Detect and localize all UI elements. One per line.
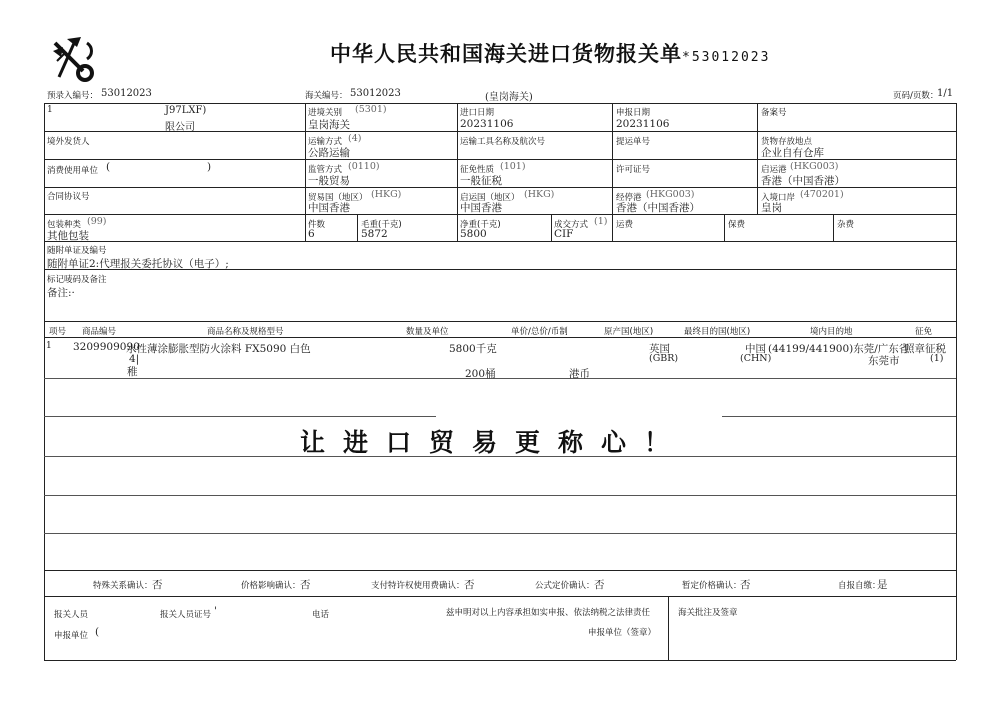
pre-entry-value: 53012023 (101, 88, 152, 99)
special-relation-label: 特殊关系确认： (93, 581, 153, 591)
storage-value: 企业自有仓库 (761, 147, 824, 159)
transit-code: (HKG003) (646, 189, 695, 200)
dep-port-value: 香港（中国香港） (761, 175, 845, 187)
formula-price-label: 公式定价确认： (535, 581, 595, 591)
license-label: 许可证号 (616, 165, 651, 175)
consumer-label: 消费使用单位 (47, 166, 99, 176)
declaring-unit-label: 申报单位 (54, 631, 89, 641)
col-quantity: 数量及单位 (406, 327, 449, 337)
item-domestic: (44199/441900)东莞/广东省 (768, 343, 910, 355)
pieces-label: 件数 (308, 220, 326, 230)
declarant-cert-label: 报关人员证号 (160, 610, 212, 620)
dep-country-label: 启运国（地区） (460, 193, 520, 203)
formula-price-value: 否 (594, 579, 605, 591)
declaring-unit-open: ( (95, 626, 100, 638)
provisional-price-value: 否 (740, 579, 751, 591)
transport-code: (4) (348, 133, 362, 144)
consignee-code: J97LXF) (165, 105, 207, 116)
customs-note-label: 海关批注及签章 (678, 608, 738, 618)
item-name-line3: 稚 (127, 366, 138, 378)
overseas-shipper-label: 境外发货人 (47, 137, 90, 147)
col-origin: 原产国(地区) (604, 327, 654, 337)
pre-entry-label: 预录入编号： (47, 91, 99, 101)
dep-country-value: 中国香港 (460, 202, 502, 214)
declarant-cert-mark: ' (214, 605, 217, 617)
levy-nature-label: 征免性质 (460, 165, 495, 175)
customs-emblem-icon (47, 33, 99, 83)
col-domestic: 境内目的地 (810, 327, 853, 337)
trade-country-code: (HKG) (371, 189, 402, 200)
vessel-label: 运输工具名称及航次号 (460, 137, 546, 147)
declarant-label: 报关人员 (54, 610, 89, 620)
royalty-value: 否 (464, 579, 475, 591)
item-levy: 照章征税 (904, 343, 946, 355)
pieces-value: 6 (308, 228, 315, 240)
port-value: 皇岗海关 (308, 119, 350, 131)
provisional-price-label: 暂定价格确认： (682, 581, 742, 591)
pack-type-label: 包装种类 (47, 220, 82, 230)
supervision-label: 监管方式 (308, 165, 343, 175)
item-origin: 英国 (649, 343, 670, 355)
document-serial: *53012023 (682, 50, 771, 65)
pack-type-value: 其他包装 (47, 230, 89, 242)
supervision-value: 一般贸易 (308, 175, 350, 187)
phone-label: 电话 (312, 610, 330, 620)
price-impact-label: 价格影响确认： (241, 581, 301, 591)
levy-nature-value: 一般征税 (460, 175, 502, 187)
freight-label: 运费 (616, 220, 634, 230)
royalty-label: 支付特许权使用费确认： (371, 581, 465, 591)
transport-label: 运输方式 (308, 137, 343, 147)
deal-mode-label: 成交方式 (554, 220, 589, 230)
self-pay-label: 自报自缴： (838, 581, 881, 591)
entry-port-value: 皇岗 (761, 202, 782, 214)
transport-value: 公路运输 (308, 147, 350, 159)
consignee-num: 1 (47, 105, 53, 115)
dep-port-label: 启运港 (761, 165, 787, 175)
item-levy-code: (1) (930, 353, 944, 364)
dep-country-code: (HKG) (524, 189, 555, 200)
trade-country-label: 贸易国（地区） (308, 193, 368, 203)
contract-label: 合同协议号 (47, 192, 90, 202)
item-name: 水性薄涂膨胀型防火涂料 FX5090 白色 (126, 343, 311, 355)
customs-no-value: 53012023 (350, 88, 401, 99)
dep-port-code: (HKG003) (790, 161, 839, 172)
document-title: 中华人民共和国海关进口货物报关单 (330, 42, 682, 66)
special-relation-value: 否 (152, 579, 163, 591)
page-value: 1/1 (937, 88, 954, 99)
price-impact-value: 否 (300, 579, 311, 591)
item-no: 1 (46, 341, 52, 351)
declare-date-label: 申报日期 (616, 108, 651, 118)
net-weight-label: 净重(千克) (460, 220, 501, 230)
entry-port-code: (470201) (800, 189, 844, 200)
storage-label: 货物存放地点 (761, 137, 813, 147)
import-date-value: 20231106 (460, 118, 514, 130)
entry-port-label: 入境口岸 (761, 193, 796, 203)
declaring-unit-seal-label: 申报单位（签章） (588, 628, 657, 638)
bill-label: 提运单号 (616, 137, 651, 147)
transit-label: 经停港 (616, 193, 642, 203)
item-dest-country: 中国 (745, 343, 766, 355)
col-goods-name: 商品名称及规格型号 (207, 327, 284, 337)
deal-mode-code: (1) (594, 216, 608, 227)
col-price: 单价/总价/币制 (511, 327, 568, 337)
transit-value: 香港（中国香港） (616, 202, 700, 214)
attached-docs-value: 随附单证2:代理报关委托协议（电子）; (47, 258, 229, 270)
slogan: 让进口贸易更称心！ (300, 428, 688, 457)
consumer-close: ) (207, 161, 212, 173)
marks-label: 标记唛码及备注 (47, 275, 107, 285)
item-domestic-city: 东莞市 (868, 355, 900, 367)
item-hs-code: 3209909090 (73, 341, 140, 353)
self-pay-value: 是 (877, 579, 888, 591)
port-label: 进境关别 (308, 108, 343, 118)
port-code: (5301) (355, 104, 387, 115)
consignee-name: 限公司 (165, 122, 195, 133)
col-levy: 征免 (915, 327, 933, 337)
misc-fee-label: 杂费 (837, 220, 855, 230)
customs-name: (皇岗海关) (485, 92, 533, 103)
net-weight-value: 5800 (460, 228, 487, 240)
attached-docs-label: 随附单证及编号 (47, 246, 107, 256)
import-date-label: 进口日期 (460, 108, 495, 118)
item-dest-country-code: (CHN) (740, 353, 772, 364)
insurance-label: 保费 (728, 220, 746, 230)
item-currency: 港币 (569, 368, 590, 380)
item-qty-secondary: 200桶 (465, 368, 496, 380)
col-hs-code: 商品编号 (82, 327, 117, 337)
gross-weight-value: 5872 (361, 228, 388, 240)
declare-date-value: 20231106 (616, 118, 670, 130)
declaration-statement: 兹申明对以上内容承担如实申报、依法纳税之法律责任 (446, 608, 651, 618)
deal-mode-value: CIF (554, 228, 574, 240)
marks-value: 备注:· (47, 287, 75, 299)
customs-no-label: 海关编号： (305, 91, 348, 101)
consumer-open: ( (106, 161, 111, 173)
item-origin-code: (GBR) (649, 353, 679, 364)
page-label: 页码/页数： (893, 91, 939, 101)
record-no-label: 备案号 (761, 108, 787, 118)
gross-weight-label: 毛重(千克) (361, 220, 402, 230)
supervision-code: (0110) (348, 161, 380, 172)
item-qty-primary: 5800千克 (449, 343, 497, 355)
col-item-no: 项号 (49, 327, 67, 337)
pack-type-code: (99) (87, 216, 107, 227)
col-destination: 最终目的国(地区) (684, 327, 751, 337)
levy-nature-code: (101) (500, 161, 526, 172)
trade-country-value: 中国香港 (308, 202, 350, 214)
item-name-line2: 4| (129, 353, 140, 365)
